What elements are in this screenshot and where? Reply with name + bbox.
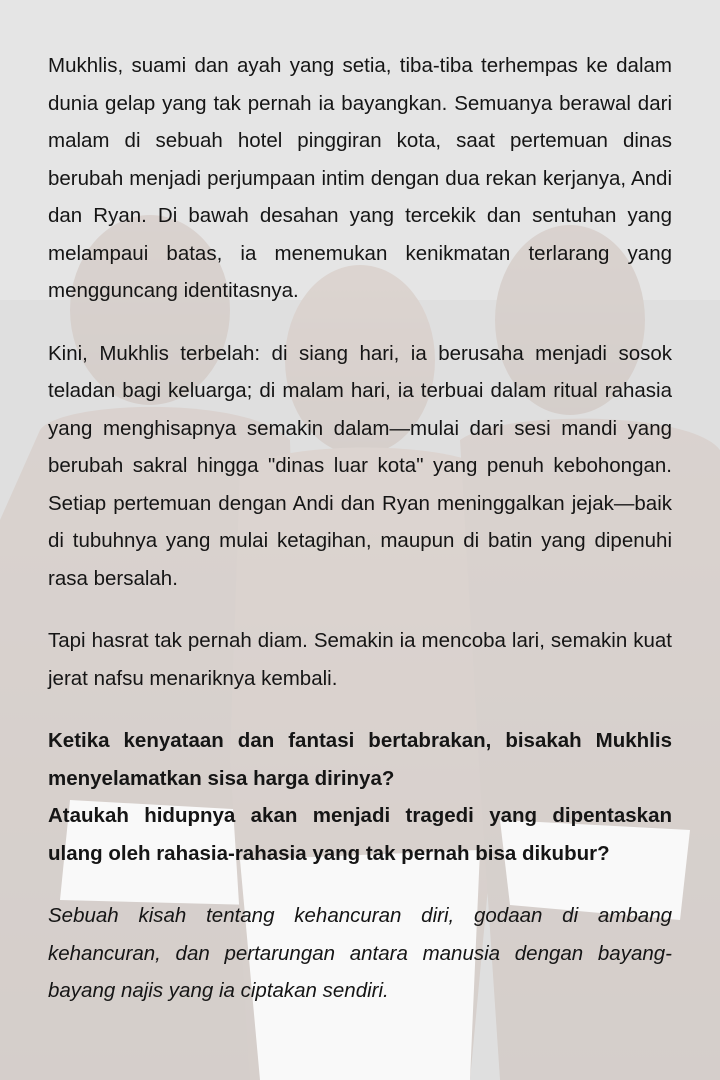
paragraph-1: Mukhlis, suami dan ayah yang setia, tiba-tiba terhempas ke dalam dunia gelap yang tak pernah ia bayangkan. Semuanya berawal dari malam di sebuah hotel pinggiran kota, saat pertemuan dinas berubah menjadi perjumpaan intim dengan dua rekan kerjanya, Andi dan Ryan. Di bawah desahan yang tercekik dan sentuhan yang melampaui batas, ia menemukan kenikmatan terlarang yang mengguncang identitasnya. xyxy=(48,54,672,302)
paragraph-2: Kini, Mukhlis terbelah: di siang hari, ia berusaha menjadi sosok teladan bagi keluarga; di malam hari, ia terbuai dalam ritual rahasia yang menghisapnya semakin dalam—mulai dari sesi mandi yang berubah sakral hingga "dinas luar kota" yang penuh kebohongan. Setiap pertemuan dengan Andi dan Ryan meninggalkan jejak—baik di tubuhnya yang mulai ketagihan, maupun di batin yang dipenuhi rasa bersalah. xyxy=(48,341,672,590)
paragraph-3: Tapi hasrat tak pernah diam. Semakin ia mencoba lari, semakin kuat jerat nafsu menariknya kembali. xyxy=(48,629,672,690)
question-1: Ketika kenyataan dan fantasi bertabrakan, bisakah Mukhlis menyelamatkan sisa harga dirinya? xyxy=(48,729,672,790)
question-2: Ataukah hidupnya akan menjadi tragedi yang dipentaskan ulang oleh rahasia-rahasia yang tak pernah bisa dikubur? xyxy=(48,804,672,865)
synopsis-text xyxy=(48,47,672,1010)
tagline: Sebuah kisah tentang kehancuran diri, godaan di ambang kehancuran, dan pertarungan antara manusia dengan bayang-bayang najis yang ia ciptakan sendiri. xyxy=(48,904,672,1002)
